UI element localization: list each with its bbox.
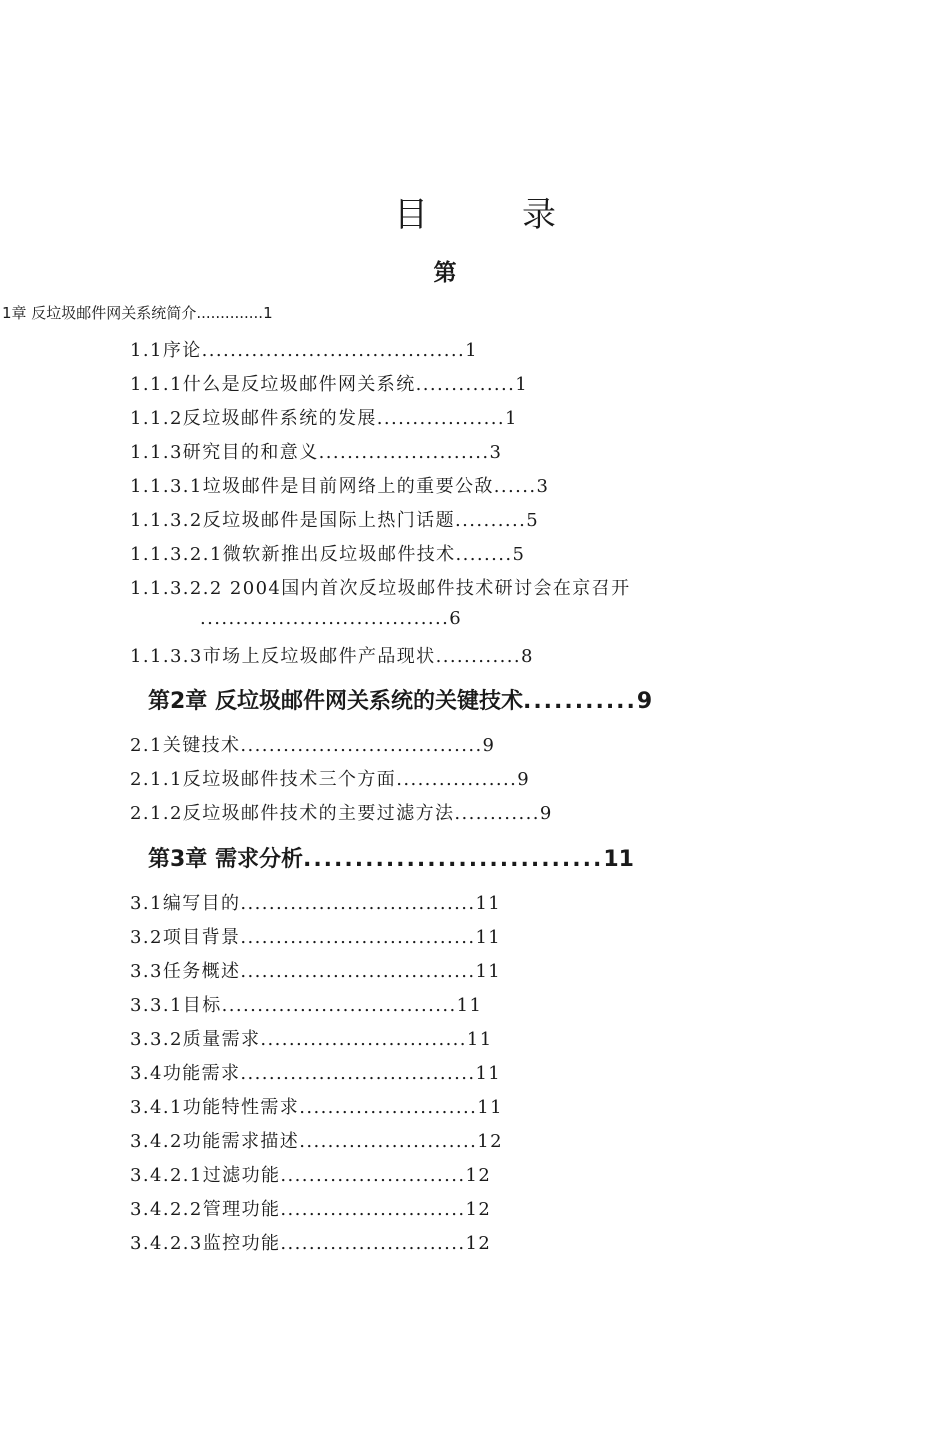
toc-entry-3-3-1[interactable]: 3.3.1目标.................................11 <box>130 995 483 1016</box>
toc-entry-1-1-3[interactable]: 1.1.3研究目的和意义........................3 <box>130 442 503 463</box>
toc-entry-3-4-2-1[interactable]: 3.4.2.1过滤功能..........................12 <box>130 1165 492 1186</box>
chapter-1-heading: 第 <box>433 260 457 286</box>
toc-entry-1-1-3-2-2-continued[interactable]: ...................................6 <box>200 608 463 629</box>
toc-entry-3-4-2[interactable]: 3.4.2功能需求描述.........................12 <box>130 1131 503 1152</box>
toc-entry-3-4-2-3[interactable]: 3.4.2.3监控功能..........................12 <box>130 1233 492 1254</box>
chapter-3-leader: ............................. <box>302 847 604 872</box>
toc-entry-1-1-3-1[interactable]: 1.1.3.1垃圾邮件是目前网络上的重要公敌......3 <box>130 476 550 497</box>
chapter-1-title-line: 1章 反垃圾邮件网关系统简介..............1 <box>2 304 273 322</box>
toc-entry-3-3[interactable]: 3.3任务概述.................................11 <box>130 961 502 982</box>
toc-entry-3-2[interactable]: 3.2项目背景.................................11 <box>130 927 502 948</box>
toc-entry-1-1-3-3[interactable]: 1.1.3.3市场上反垃圾邮件产品现状............8 <box>130 646 534 667</box>
toc-entry-2-1-2[interactable]: 2.1.2反垃圾邮件技术的主要过滤方法............9 <box>130 803 553 824</box>
toc-entry-1-1-2[interactable]: 1.1.2反垃圾邮件系统的发展..................1 <box>130 408 518 429</box>
toc-entry-3-4-2-2[interactable]: 3.4.2.2管理功能..........................12 <box>130 1199 492 1220</box>
toc-entry-1-1-3-2-2[interactable]: 1.1.3.2.2 2004国内首次反垃圾邮件技术研讨会在京召开 <box>130 578 631 599</box>
toc-entry-1-1-3-2-1[interactable]: 1.1.3.2.1微软新推出反垃圾邮件技术........5 <box>130 544 526 565</box>
toc-entry-2-1-1[interactable]: 2.1.1反垃圾邮件技术三个方面.................9 <box>130 769 531 790</box>
toc-entry-3-4-1[interactable]: 3.4.1功能特性需求.........................11 <box>130 1097 503 1118</box>
toc-entry-1-1-1[interactable]: 1.1.1什么是反垃圾邮件网关系统..............1 <box>130 374 529 395</box>
toc-entry-3-1[interactable]: 3.1编写目的.................................11 <box>130 893 502 914</box>
toc-entry-1-1-3-2[interactable]: 1.1.3.2反垃圾邮件是国际上热门话题..........5 <box>130 510 540 531</box>
chapter-2-entry[interactable] <box>148 684 652 715</box>
chapter-3-entry[interactable] <box>148 842 634 873</box>
toc-entry-2-1[interactable]: 2.1关键技术..................................9 <box>130 735 496 756</box>
toc-entry-3-4[interactable]: 3.4功能需求.................................11 <box>130 1063 502 1084</box>
chapter-3-title: 第3章 需求分析 <box>148 847 303 872</box>
toc-entry-1-1[interactable]: 1.1序论.....................................1 <box>130 340 478 361</box>
toc-entry-3-3-2[interactable]: 3.3.2质量需求.............................11 <box>130 1029 493 1050</box>
chapter-2-title: 第2章 反垃圾邮件网关系统的关键技术 <box>148 689 523 714</box>
chapter-2-leader: ........... <box>522 689 637 714</box>
chapter-2-page: 9 <box>636 689 653 714</box>
toc-title: 目 录 <box>394 195 586 235</box>
chapter-3-page: 11 <box>603 847 634 872</box>
